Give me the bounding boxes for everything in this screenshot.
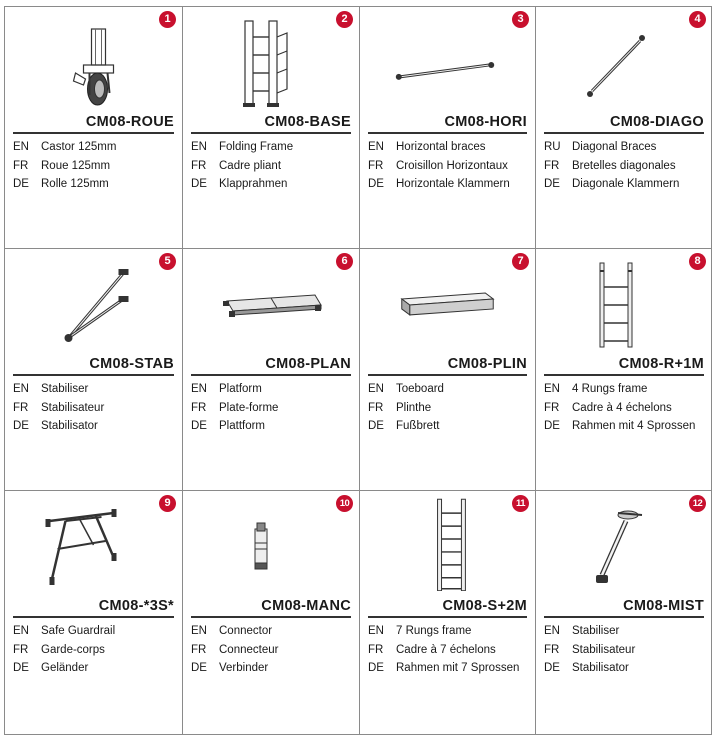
translation-row — [13, 417, 180, 436]
part-name: Klapprahmen — [219, 178, 288, 190]
stabiliser-pole-icon — [536, 491, 712, 591]
part-name: 4 Rungs frame — [572, 383, 648, 395]
part-name: Castor 125mm — [41, 141, 117, 153]
item-number-badge: 7 — [512, 253, 529, 270]
part-name: Garde-corps — [41, 643, 105, 656]
part-name: Stabilisator — [572, 662, 629, 674]
item-number-badge: 2 — [336, 11, 353, 28]
language-code: DE — [544, 178, 560, 190]
part-card — [536, 249, 712, 491]
part-name: Plate-forme — [219, 401, 279, 414]
translation-row — [191, 399, 357, 418]
connector-icon — [183, 491, 359, 591]
part-code: CM08-HORI — [368, 113, 527, 134]
language-code: FR — [368, 643, 384, 656]
part-name: Horizontale Klammern — [396, 178, 510, 190]
language-code: EN — [13, 383, 29, 395]
translation-row — [544, 659, 710, 678]
part-name: Folding Frame — [219, 141, 294, 153]
translation-row — [191, 380, 357, 399]
translation-row — [191, 138, 357, 157]
translation-row — [368, 157, 533, 176]
part-code: CM08-MANC — [191, 597, 351, 618]
translation-row — [544, 157, 710, 176]
language-code: RU — [544, 141, 561, 153]
translation-row — [368, 622, 533, 641]
language-code: EN — [544, 625, 560, 637]
part-card — [360, 491, 536, 735]
part-name: Rolle 125mm — [41, 178, 109, 190]
part-code: CM08-PLAN — [191, 355, 351, 376]
part-name: Horizontal braces — [396, 141, 486, 153]
translation-list — [544, 138, 710, 194]
part-name: Diagonale Klammern — [572, 178, 680, 190]
part-name: Diagonal Braces — [572, 141, 657, 153]
part-name: Cadre pliant — [219, 159, 282, 172]
language-code: FR — [544, 159, 560, 172]
part-name: Stabilisateur — [41, 401, 105, 414]
part-name: Roue 125mm — [41, 159, 111, 172]
language-code: EN — [191, 141, 207, 153]
translation-row — [368, 659, 533, 678]
translation-list — [191, 380, 357, 436]
translation-list — [13, 622, 180, 678]
toeboard-icon — [360, 249, 535, 349]
translation-list — [544, 622, 710, 678]
part-name: Cadre à 4 échelons — [572, 401, 672, 414]
translation-row — [191, 641, 357, 660]
translation-row — [13, 641, 180, 660]
translation-list — [368, 138, 533, 194]
part-card — [536, 7, 712, 249]
item-number-badge: 5 — [159, 253, 176, 270]
platform-icon — [183, 249, 359, 349]
translation-row — [13, 659, 180, 678]
part-card — [183, 7, 360, 249]
part-name: Stabilisateur — [572, 643, 636, 656]
part-name: Plinthe — [396, 401, 432, 414]
part-code: CM08-DIAGO — [544, 113, 704, 134]
part-code: CM08-PLIN — [368, 355, 527, 376]
language-code: FR — [544, 401, 560, 414]
part-name: Stabiliser — [572, 625, 620, 637]
part-code: CM08-*3S* — [13, 597, 174, 618]
translation-row — [191, 622, 357, 641]
language-code: DE — [544, 420, 560, 432]
translation-row — [13, 622, 180, 641]
translation-row — [368, 175, 533, 194]
item-number-badge: 4 — [689, 11, 706, 28]
part-name: Toeboard — [396, 383, 444, 395]
language-code: FR — [191, 401, 207, 414]
item-number-badge: 10 — [336, 495, 353, 512]
translation-row — [544, 138, 710, 157]
item-number-badge: 3 — [512, 11, 529, 28]
translation-list — [13, 138, 180, 194]
language-code: DE — [368, 662, 384, 674]
part-name: Stabiliser — [41, 383, 89, 395]
part-name: Geländer — [41, 662, 89, 674]
translation-row — [191, 417, 357, 436]
language-code: FR — [13, 643, 29, 656]
translation-list — [368, 622, 533, 678]
folding-frame-icon — [183, 7, 359, 107]
castor-wheel-icon — [5, 7, 182, 107]
horizontal-brace-icon — [360, 7, 535, 107]
part-code: CM08-S+2M — [368, 597, 527, 618]
language-code: EN — [191, 383, 207, 395]
translation-list — [191, 622, 357, 678]
language-code: EN — [191, 625, 207, 637]
translation-row — [544, 641, 710, 660]
part-code: CM08-R+1M — [544, 355, 704, 376]
item-number-badge: 11 — [512, 495, 529, 512]
language-code: FR — [191, 159, 207, 172]
language-code: DE — [13, 420, 29, 432]
language-code: EN — [13, 625, 29, 637]
translation-row — [544, 399, 710, 418]
part-name: Stabilisator — [41, 420, 98, 432]
translation-row — [544, 380, 710, 399]
part-name: Croisillon Horizontaux — [396, 159, 508, 172]
item-number-badge: 8 — [689, 253, 706, 270]
language-code: DE — [13, 662, 29, 674]
item-number-badge: 6 — [336, 253, 353, 270]
translation-row — [13, 380, 180, 399]
four-rung-frame-icon — [536, 249, 712, 349]
translation-row — [191, 659, 357, 678]
translation-row — [544, 417, 710, 436]
language-code: DE — [368, 178, 384, 190]
part-name: Verbinder — [219, 662, 269, 674]
part-name: Platform — [219, 383, 262, 395]
language-code: DE — [191, 662, 207, 674]
language-code: DE — [13, 178, 29, 190]
item-number-badge: 1 — [159, 11, 176, 28]
translation-list — [368, 380, 533, 436]
language-code: DE — [544, 662, 560, 674]
part-name: Cadre à 7 échelons — [396, 643, 496, 656]
parts-grid — [4, 6, 712, 735]
part-card — [183, 491, 360, 735]
language-code: FR — [13, 401, 29, 414]
part-name: Rahmen mit 7 Sprossen — [396, 662, 520, 674]
translation-row — [544, 622, 710, 641]
language-code: EN — [368, 625, 384, 637]
translation-row — [13, 157, 180, 176]
part-name: Connecteur — [219, 643, 279, 656]
diagonal-brace-icon — [536, 7, 712, 107]
translation-row — [191, 175, 357, 194]
language-code: FR — [13, 159, 29, 172]
translation-row — [13, 175, 180, 194]
part-code: CM08-STAB — [13, 355, 174, 376]
part-name: Rahmen mit 4 Sprossen — [572, 420, 696, 432]
language-code: EN — [368, 141, 384, 153]
translation-row — [368, 399, 533, 418]
part-name: Safe Guardrail — [41, 625, 116, 637]
stabiliser-arm-icon — [5, 249, 182, 349]
part-card — [360, 249, 536, 491]
part-card — [183, 249, 360, 491]
translation-list — [13, 380, 180, 436]
language-code: FR — [191, 643, 207, 656]
language-code: FR — [544, 643, 560, 656]
translation-row — [544, 175, 710, 194]
part-code: CM08-MIST — [544, 597, 704, 618]
language-code: DE — [368, 420, 384, 432]
translation-row — [368, 641, 533, 660]
translation-row — [368, 380, 533, 399]
translation-list — [191, 138, 357, 194]
part-card — [5, 7, 183, 249]
part-name: Bretelles diagonales — [572, 159, 676, 172]
language-code: FR — [368, 159, 384, 172]
part-name: 7 Rungs frame — [396, 625, 472, 637]
language-code: EN — [544, 383, 560, 395]
part-card — [536, 491, 712, 735]
language-code: EN — [13, 141, 29, 153]
language-code: DE — [191, 178, 207, 190]
item-number-badge: 12 — [689, 495, 706, 512]
translation-row — [368, 138, 533, 157]
part-name: Plattform — [219, 420, 266, 432]
language-code: EN — [368, 383, 384, 395]
translation-row — [13, 138, 180, 157]
part-code: CM08-BASE — [191, 113, 351, 134]
guardrail-icon — [5, 491, 182, 591]
translation-row — [191, 157, 357, 176]
language-code: DE — [191, 420, 207, 432]
part-card — [360, 7, 536, 249]
part-card — [5, 491, 183, 735]
part-name: Connector — [219, 625, 273, 637]
part-name: Fußbrett — [396, 420, 440, 432]
part-code: CM08-ROUE — [13, 113, 174, 134]
seven-rung-frame-icon — [360, 491, 535, 591]
translation-row — [13, 399, 180, 418]
part-card — [5, 249, 183, 491]
item-number-badge: 9 — [159, 495, 176, 512]
translation-list — [544, 380, 710, 436]
translation-row — [368, 417, 533, 436]
language-code: FR — [368, 401, 384, 414]
